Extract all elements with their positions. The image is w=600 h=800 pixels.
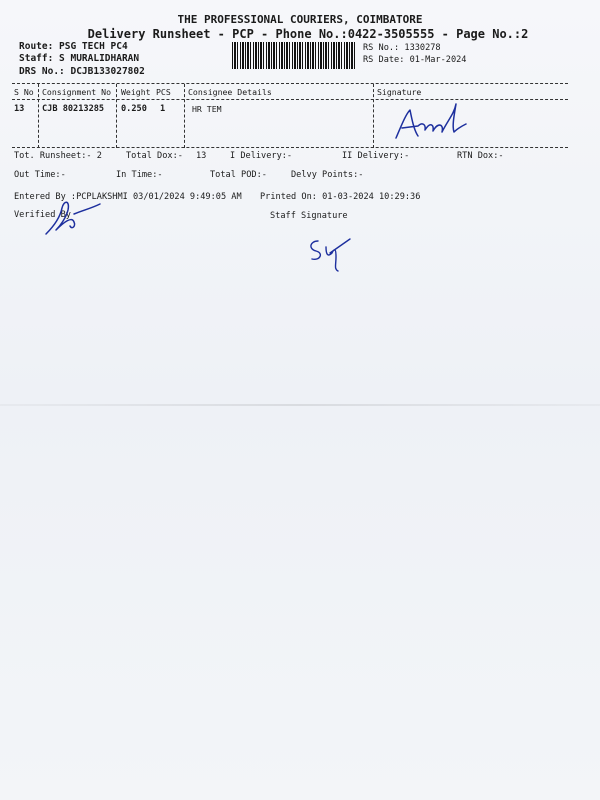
verifier-signature xyxy=(44,196,104,238)
printed-on: Printed On: 01-03-2024 10:29:36 xyxy=(260,192,421,202)
col-consignee-header: Consignee Details xyxy=(188,87,272,97)
table-header-rule xyxy=(12,99,568,100)
total-dox-label: Total Dox:- xyxy=(126,151,183,161)
table-bottom-rule xyxy=(12,147,568,148)
column-divider xyxy=(116,84,117,148)
staff-signature-label: Staff Signature xyxy=(270,211,348,221)
column-divider xyxy=(38,84,39,148)
ii-delivery: II Delivery:- xyxy=(342,151,410,161)
col-sno-header: S No xyxy=(14,87,34,97)
receiver-signature xyxy=(392,100,468,144)
total-dox-value: 13 xyxy=(196,151,207,161)
paper-fold-line xyxy=(0,404,600,406)
rs-number: RS No.: 1330278 xyxy=(363,43,441,53)
col-pcs-header: PCS xyxy=(156,87,171,97)
verified-by-label: Verified By xyxy=(14,210,71,220)
row-consignment-no: CJB 80213285 xyxy=(42,104,105,114)
column-divider xyxy=(184,84,185,148)
row-consignee: HR TEM xyxy=(192,104,222,114)
total-pod: Total POD:- xyxy=(210,170,267,180)
table-top-rule xyxy=(12,83,568,84)
rtn-dox: RTN Dox:- xyxy=(457,151,504,161)
delivery-points: Delvy Points:- xyxy=(291,170,364,180)
col-consignment-header: Consignment No xyxy=(42,87,112,97)
col-signature-header: Signature xyxy=(377,87,422,97)
drs-number: DRS No.: DCJB133027802 xyxy=(19,66,145,77)
entered-by: Entered By :PCPLAKSHMI 03/01/2024 9:49:05 AM xyxy=(14,192,242,202)
company-title: THE PROFESSIONAL COURIERS, COIMBATORE xyxy=(177,13,423,26)
row-weight: 0.250 xyxy=(121,104,147,114)
rs-date: RS Date: 01-Mar-2024 xyxy=(363,55,467,65)
total-runsheet: Tot. Runsheet:- 2 xyxy=(14,151,102,161)
column-divider xyxy=(373,84,374,148)
staff-label: Staff: S MURALIDHARAN xyxy=(19,53,140,64)
runsheet-subtitle: Delivery Runsheet - PCP - Phone No.:0422-3505555 - Page No.:2 xyxy=(87,27,529,41)
out-time: Out Time:- xyxy=(14,170,66,180)
i-delivery: I Delivery:- xyxy=(230,151,293,161)
staff-signature xyxy=(304,233,354,273)
row-pcs: 1 xyxy=(160,104,166,114)
col-weight-header: Weight xyxy=(121,87,151,97)
in-time: In Time:- xyxy=(116,170,163,180)
route-label: Route: PSG TECH PC4 xyxy=(19,41,128,52)
row-sno: 13 xyxy=(14,104,25,114)
barcode xyxy=(232,42,356,69)
